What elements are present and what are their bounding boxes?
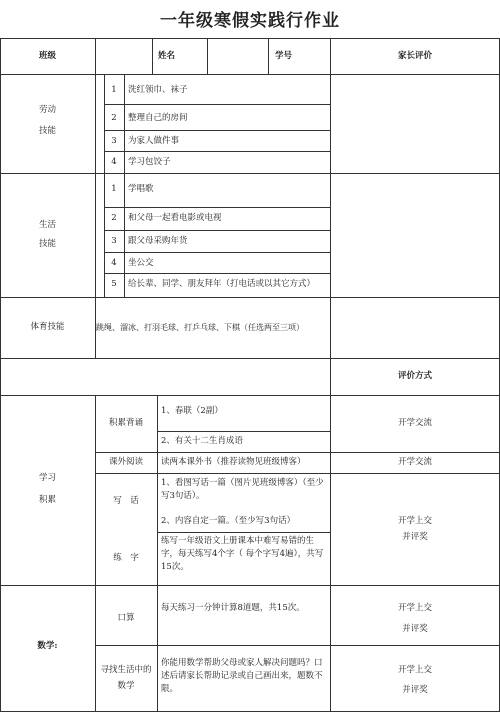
reading-eval: 开学交流 [397,457,432,467]
labor-item-number: 2 [111,113,117,123]
life-label-2: 技能 [38,239,56,249]
life-item-number: 1 [111,184,117,194]
labor-item-number: 1 [111,85,117,95]
writing-eval-2: 并评奖 [402,532,428,542]
oral-label: 口算 [117,613,135,623]
parent-eval-header: 家长评价 [397,51,432,61]
life-item-text: 坐公交 [128,258,154,268]
math-label: 数学: [37,641,58,651]
labor-item-number: 3 [111,136,117,146]
oral-eval-1: 开学上交 [397,603,432,613]
sports-label: 体育技能 [30,322,65,332]
practice-label: 练 字 [113,553,139,563]
class-header: 班级 [38,51,56,61]
study-label-2: 积累 [38,495,56,505]
oral-text: 每天练习一分钟计算8道题，共15次。 [161,603,305,613]
labor-item-text: 为家人做件事 [128,136,180,146]
page-title: 一年级寒假实践行作业 [160,11,340,31]
life-item-number: 2 [111,213,117,223]
life-math-eval-2: 并评奖 [402,685,428,695]
name-header: 姓名 [158,51,176,61]
writing-eval-1: 开学上交 [397,516,432,526]
life-math-label-1: 寻找生活中的 [100,665,152,675]
labor-item-number: 4 [111,157,117,167]
oral-eval-2: 并评奖 [402,624,428,634]
labor-label-1: 劳动 [38,105,56,115]
life-item-number: 3 [111,236,117,246]
life-math-eval-1: 开学上交 [397,665,432,675]
life-item-text: 给长辈、同学、朋友拜年（打电话或以其它方式） [128,279,316,289]
life-label-1: 生活 [38,220,56,230]
recite-eval: 开学交流 [397,418,432,428]
labor-item-text: 洗红领巾、袜子 [128,85,188,95]
life-math-text: 你能用数学帮助父母或家人解决问题吗？口述后请家长帮助记录或自己画出来，题数不限。 [161,658,323,694]
practice-text: 练写一年级语文上册课本中难写易错的生字，每天练写4个字（ 每个字写4遍），共写15次。 [161,536,324,572]
number-header: 学号 [275,51,293,61]
reading-text: 读两本课外书（推荐读物见班级博客） [161,457,306,467]
writing-item-2: 2、内容自定一篇。（至少写3句话） [161,516,296,526]
life-item-number: 5 [111,279,117,289]
recite-item-2: 2、有关十二生肖成语 [161,436,243,446]
recite-item-1: 1、春联（2副） [161,406,223,416]
life-item-number: 4 [111,258,117,268]
reading-label: 课外阅读 [108,457,143,467]
eval-method-header: 评价方式 [397,371,432,381]
sports-text: 跳绳、溜冰、打羽毛球、打乒乓球、下棋（任选两至三项） [96,323,304,332]
life-item-text: 跟父母采购年货 [128,236,188,246]
life-math-label-2: 数学 [117,681,135,691]
labor-item-text: 学习包饺子 [128,157,171,167]
recite-label: 积累背诵 [108,418,143,428]
labor-item-text: 整理自己的房间 [128,113,188,123]
life-item-text: 学唱歌 [128,184,154,194]
study-label-1: 学习 [38,473,56,483]
writing-label: 写 话 [113,496,139,506]
life-item-text: 和父母一起看电影或电视 [128,213,222,223]
writing-item-1: 1、看图写话一篇（图片见班级博客）（至少写3句话）。 [161,478,324,501]
labor-label-2: 技能 [38,126,56,136]
